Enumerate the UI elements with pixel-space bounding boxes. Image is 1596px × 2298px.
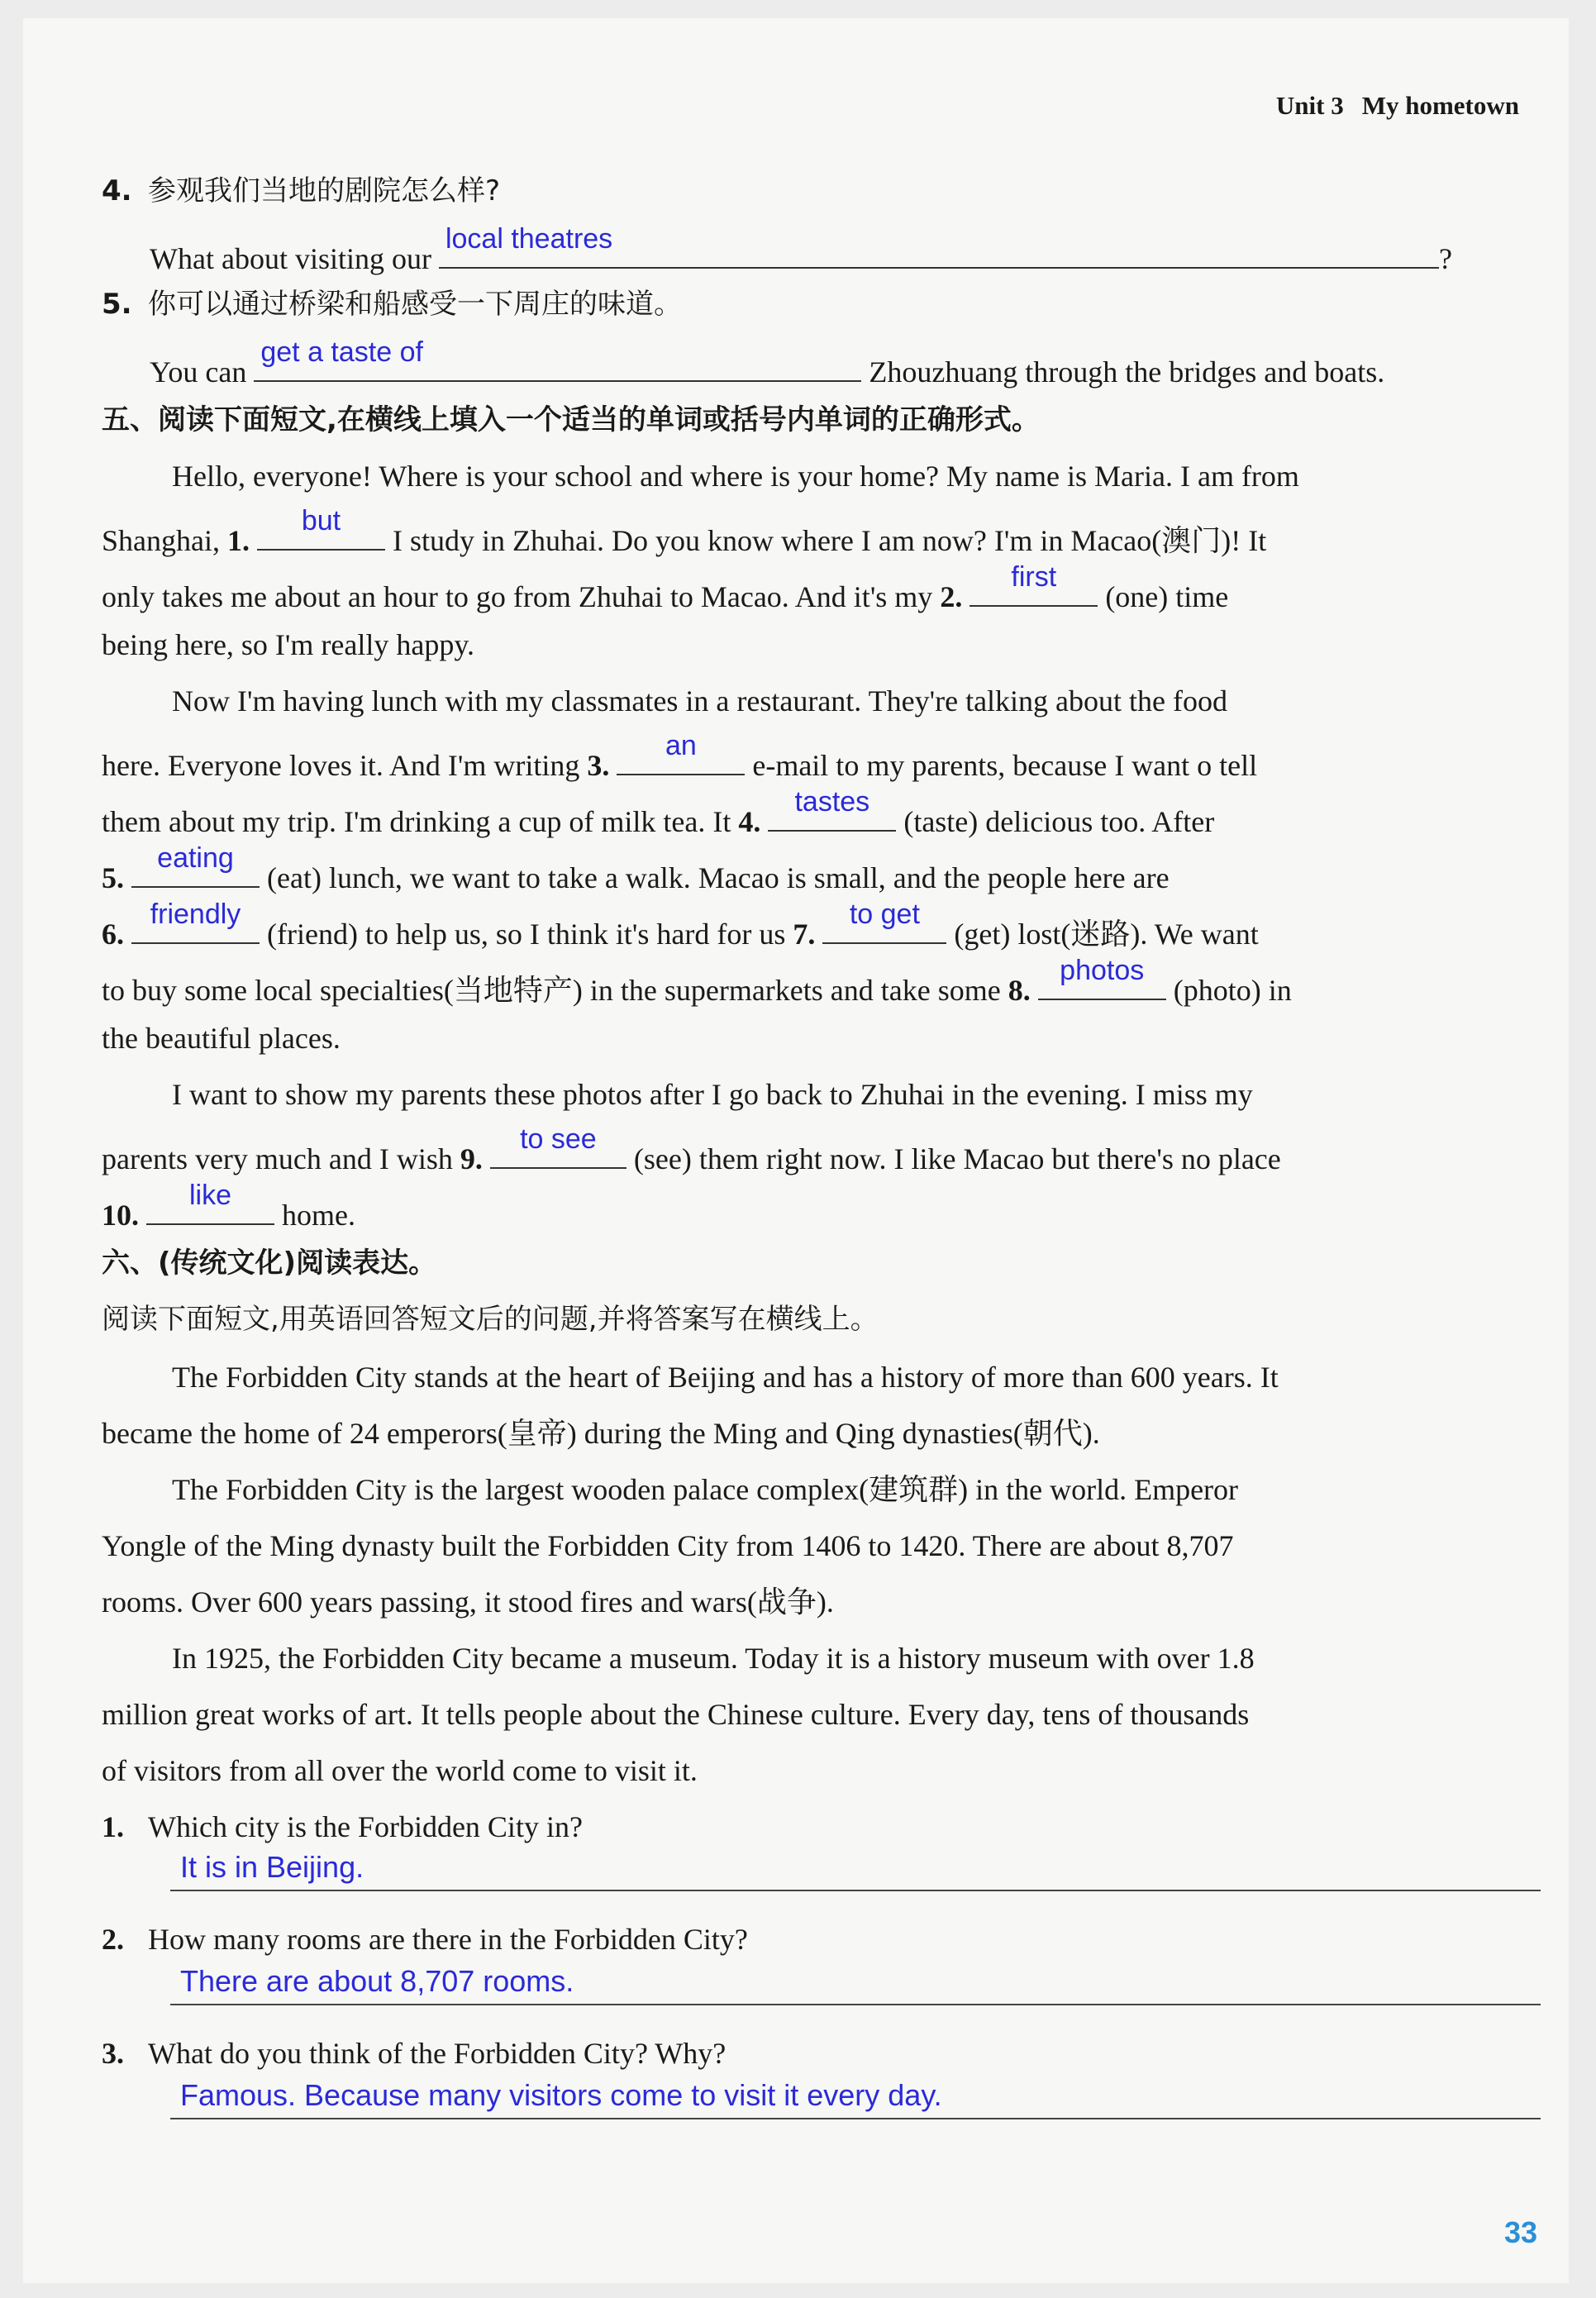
blank-3: an bbox=[617, 737, 745, 775]
passage-p2c: rooms. Over 600 years passing, it stood fires and wars(战争). bbox=[102, 1585, 834, 1619]
s5-line-2: Shanghai, 1. but I study in Zhuhai. Do you know where I am now? I'm in Macao(澳门)! It bbox=[102, 505, 1267, 557]
passage-p1a: The Forbidden City stands at the heart of Beijing and has a history of more than 600 years. It bbox=[172, 1361, 1279, 1394]
blank-9: to see bbox=[490, 1131, 626, 1169]
q5-blank bbox=[254, 336, 861, 382]
s5-line-11: the beautiful places. bbox=[102, 1022, 341, 1055]
question-3: 3. What do you think of the Forbidden City? Why? bbox=[102, 2037, 727, 2070]
question-1: 1. Which city is the Forbidden City in? bbox=[102, 1810, 583, 1843]
section5-title: 五、阅读下面短文,在横线上填入一个适当的单词或括号内单词的正确形式。 bbox=[102, 403, 1040, 436]
s5-line-8: 5. eating (eat) lunch, we want to take a walk. Macao is small, and the people here are bbox=[102, 842, 1170, 894]
section6-instructions: 阅读下面短文,用英语回答短文后的问题,并将答案写在横线上。 bbox=[102, 1303, 879, 1336]
s5-line-4: being here, so I'm really happy. bbox=[102, 628, 475, 661]
blank-8: photos bbox=[1038, 962, 1166, 1000]
blank-7: to get bbox=[822, 906, 946, 944]
passage-p2a: The Forbidden City is the largest wooden palace complex(建筑群) in the world. Emperor bbox=[172, 1473, 1239, 1506]
s5-line-6: here. Everyone loves it. And I'm writing 3. an e-mail to my parents, because I want o tell bbox=[102, 730, 1258, 782]
q5-answer: get a taste of bbox=[260, 336, 423, 368]
s5-line-10: to buy some local specialties(当地特产) in the supermarkets and take some 8. photos (photo) in bbox=[102, 955, 1292, 1007]
blank-4: tastes bbox=[768, 794, 896, 832]
q5-english: You can get a taste of Zhouzhuang through the bridges and boats. bbox=[150, 344, 1588, 392]
answer-3: Famous. Because many visitors come to visit it every day. bbox=[180, 2078, 942, 2112]
page-header bbox=[1276, 91, 1519, 121]
blank-1: but bbox=[257, 513, 385, 551]
passage-p3b: million great works of art. It tells people about the Chinese culture. Every day, tens of thousands bbox=[102, 1698, 1250, 1731]
blank-5: eating bbox=[131, 850, 260, 888]
answer-line-3 bbox=[170, 2078, 1541, 2119]
s5-line-7: them about my trip. I'm drinking a cup of milk tea. It 4. tastes (taste) delicious too. After bbox=[102, 786, 1215, 838]
passage-p2b: Yongle of the Ming dynasty built the Forbidden City from 1406 to 1420. There are about 8,707 bbox=[102, 1529, 1234, 1562]
q4-chinese: 4. 参观我们当地的剧院怎么样? bbox=[102, 174, 501, 207]
answer-line-1 bbox=[170, 1850, 1541, 1891]
s5-line-3: only takes me about an hour to go from Zhuhai to Macao. And it's my 2. first (one) time bbox=[102, 561, 1229, 613]
s5-line-9: 6. friendly (friend) to help us, so I think it's hard for us 7. to get (get) lost(迷路). We want bbox=[102, 899, 1259, 951]
answer-2: There are about 8,707 rooms. bbox=[180, 1964, 574, 1998]
q4-blank bbox=[439, 223, 1439, 269]
unit-topic: My hometown bbox=[1361, 91, 1519, 120]
s5-line-13: parents very much and I wish 9. to see (see) them right now. I like Macao but there's no place bbox=[102, 1123, 1281, 1175]
answer-line-2 bbox=[170, 1964, 1541, 2005]
passage-p3c: of visitors from all over the world come to visit it. bbox=[102, 1754, 698, 1787]
s5-line-5: Now I'm having lunch with my classmates in a restaurant. They're talking about the food bbox=[172, 684, 1227, 718]
blank-6: friendly bbox=[131, 906, 260, 944]
worksheet-page bbox=[23, 18, 1569, 2283]
s5-line-12: I want to show my parents these photos after I go back to Zhuhai in the evening. I miss my bbox=[172, 1078, 1253, 1111]
q4-english: What about visiting our local theatres ? bbox=[150, 231, 1588, 279]
blank-2: first bbox=[970, 569, 1098, 607]
s5-line-1: Hello, everyone! Where is your school and where is your home? My name is Maria. I am from bbox=[172, 460, 1299, 493]
passage-p1b: became the home of 24 emperors(皇帝) during the Ming and Qing dynasties(朝代). bbox=[102, 1417, 1100, 1450]
unit-label: Unit 3 bbox=[1275, 91, 1344, 120]
question-2: 2. How many rooms are there in the Forbidden City? bbox=[102, 1923, 748, 1956]
section6-title: 六、(传统文化)阅读表达。 bbox=[102, 1247, 437, 1280]
q4-answer: local theatres bbox=[445, 223, 613, 255]
blank-10: like bbox=[146, 1187, 274, 1225]
q5-chinese: 5. 你可以通过桥梁和船感受一下周庄的味道。 bbox=[102, 288, 682, 321]
passage-p3a: In 1925, the Forbidden City became a museum. Today it is a history museum with over 1.8 bbox=[172, 1642, 1255, 1675]
page-number: 33 bbox=[1503, 2215, 1537, 2249]
s5-line-14: 10. like home. bbox=[102, 1180, 355, 1232]
answer-1: It is in Beijing. bbox=[180, 1850, 364, 1884]
